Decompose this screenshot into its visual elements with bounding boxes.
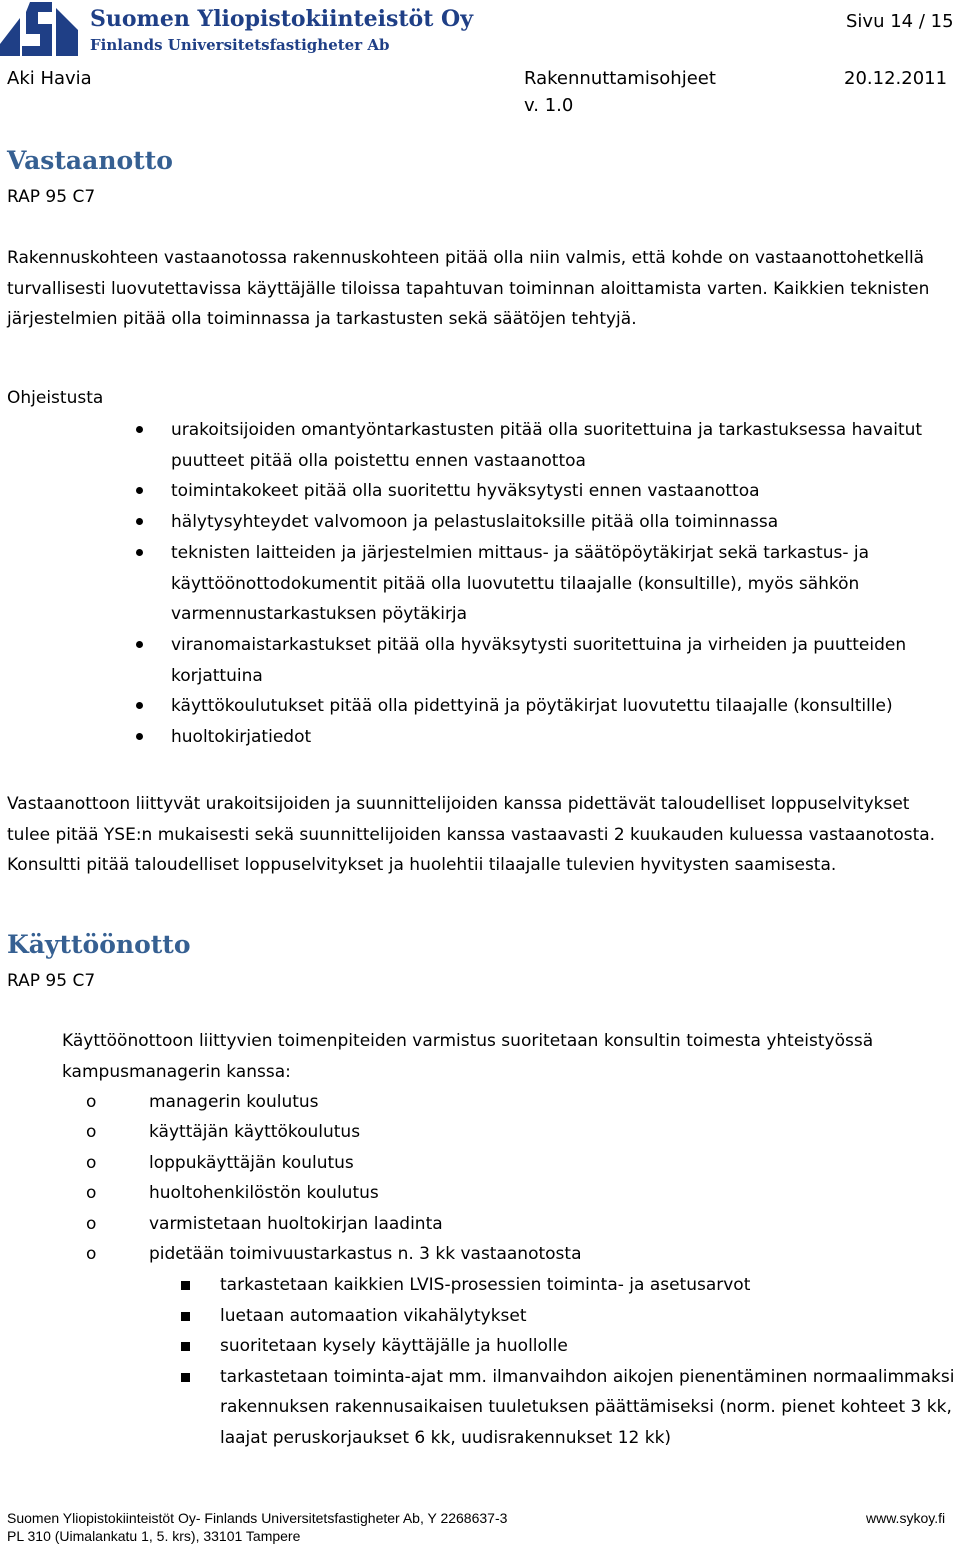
list-item: o huoltohenkilöstön koulutus xyxy=(62,1178,942,1208)
bullet-icon xyxy=(136,702,143,709)
list-item: tarkastetaan toiminta-ajat mm. ilmanvaihdon aikojen pienentäminen normaalimmaksi rakennuksen rakennusaikaisen tuuletuksen päättämiseksi (norm. pienet kohteet 3 kk, laajat peruskorjaukset 6 kk, uudisrakennukset 12 kk) xyxy=(178,1362,958,1454)
closing-paragraph: Vastaanottoon liittyvät urakoitsijoiden ja suunnittelijoiden kanssa pidettävät taloudelliset loppuselvitykset tulee pitää YSE:n mukaisesti sekä suunnittelijoiden kanssa vastaavasti 2 kuukauden kuluessa vastaanotosta. Konsultti pitää taloudelliset loppuselvitykset ja huolehtii tilaajalle tulevien hyvitysten saamisesta. xyxy=(7,794,936,876)
document-version: v. 1.0 xyxy=(524,95,574,116)
list-item: urakoitsijoiden omantyöntarkastusten pitää olla suoritettuina ja tarkastuksessa havaitut puutteet pitää olla poistettu ennen vastaanottoa xyxy=(136,415,946,476)
list-item: viranomaistarkastukset pitää olla hyväksytysti suoritettuina ja virheiden ja puutteiden korjattuina xyxy=(136,630,946,691)
bullet-icon xyxy=(136,518,143,525)
section-code: RAP 95 C7 xyxy=(7,971,96,991)
circle-bullet-icon: o xyxy=(86,1213,97,1234)
list-item: hälytysyhteydet valvomoon ja pelastuslaitoksille pitää olla toiminnassa xyxy=(136,507,946,538)
list-item: luetaan automaation vikahälytykset xyxy=(178,1301,958,1332)
square-bullet-icon xyxy=(181,1281,190,1290)
square-bullet-icon xyxy=(181,1312,190,1321)
list-item: huoltokirjatiedot xyxy=(136,722,946,753)
footer-company: Suomen Yliopistokiinteistöt Oy- Finlands Universitetsfastigheter Ab, Y 2268637-3 xyxy=(7,1510,508,1526)
circle-bullet-icon: o xyxy=(86,1152,97,1173)
footer-address: PL 310 (Uimalankatu 1, 5. krs), 33101 Tampere xyxy=(7,1528,301,1544)
page-number: Sivu 14 / 15 xyxy=(846,11,954,32)
bullet-icon xyxy=(136,487,143,494)
list-item: tarkastetaan kaikkien LVIS-prosessien toiminta- ja asetusarvot xyxy=(178,1270,958,1301)
circle-bullet-icon: o xyxy=(86,1092,97,1112)
bullet-icon xyxy=(136,549,143,556)
inspection-sublist xyxy=(178,1270,958,1454)
list-item: o pidetään toimivuustarkastus n. 3 kk vastaanotosta xyxy=(62,1239,942,1269)
section-intro: Rakennuskohteen vastaanotossa rakennuskohteen pitää olla niin valmis, että kohde on vastaanottohetkellä turvallisesti luovutettavissa käyttäjälle tiloissa tapahtuvan toiminnan aloittamista varten. Kaikkien teknisten järjestelmien pitää olla toiminnassa ja tarkastusten sekä säätöjen tehtyjä. xyxy=(7,248,930,330)
list-item: toimintakokeet pitää olla suoritettu hyväksytysti ennen vastaanottoa xyxy=(136,476,946,507)
square-bullet-icon xyxy=(181,1342,190,1351)
bullet-icon xyxy=(136,733,143,740)
circle-bullet-icon: o xyxy=(86,1244,97,1265)
section-code: RAP 95 C7 xyxy=(7,187,96,207)
document-title: Rakennuttamisohjeet xyxy=(524,68,716,89)
footer-website-link[interactable]: www.sykoy.fi xyxy=(866,1510,946,1526)
author: Aki Havia xyxy=(7,68,92,89)
list-item: o varmistetaan huoltokirjan laadinta xyxy=(62,1209,942,1239)
list-item: o managerin koulutus xyxy=(62,1087,942,1117)
section-heading-kayttoonotto: Käyttöönotto xyxy=(7,930,191,959)
list-item: teknisten laitteiden ja järjestelmien mittaus- ja säätöpöytäkirjat sekä tarkastus- ja käyttöönottodokumentit pitää olla luovutettu tilaajalle (konsultille), myös sähkön varmennustarkastuksen pöytäkirja xyxy=(136,538,946,630)
circle-bullet-icon: o xyxy=(86,1122,97,1143)
list-item: o käyttäjän käyttökoulutus xyxy=(62,1117,942,1147)
bullet-icon xyxy=(136,426,143,433)
bullet-icon xyxy=(136,641,143,648)
circle-bullet-icon: o xyxy=(86,1183,97,1204)
square-bullet-icon xyxy=(181,1373,190,1382)
list-item: o loppukäyttäjän koulutus xyxy=(62,1148,942,1178)
commissioning-list xyxy=(62,1087,942,1269)
section-intro: Käyttöönottoon liittyvien toimenpiteiden varmistus suoritetaan konsultin toimesta yhteistyössä kampusmanagerin kanssa: xyxy=(62,1031,874,1082)
document-date: 20.12.2011 xyxy=(844,68,948,89)
section-heading-vastaanotto: Vastaanotto xyxy=(7,146,173,175)
list-item: käyttökoulutukset pitää olla pidettyinä ja pöytäkirjat luovutettu tilaajalle (konsultille) xyxy=(136,691,946,722)
syk-logo-icon xyxy=(0,0,80,58)
list-item: suoritetaan kysely käyttäjälle ja huollolle xyxy=(178,1331,958,1362)
org-name-sv: Finlands Universitetsfastigheter Ab xyxy=(90,36,390,54)
org-name-fi: Suomen Yliopistokiinteistöt Oy xyxy=(90,6,474,32)
guidance-list xyxy=(136,415,946,753)
guidance-label: Ohjeistusta xyxy=(7,388,104,408)
